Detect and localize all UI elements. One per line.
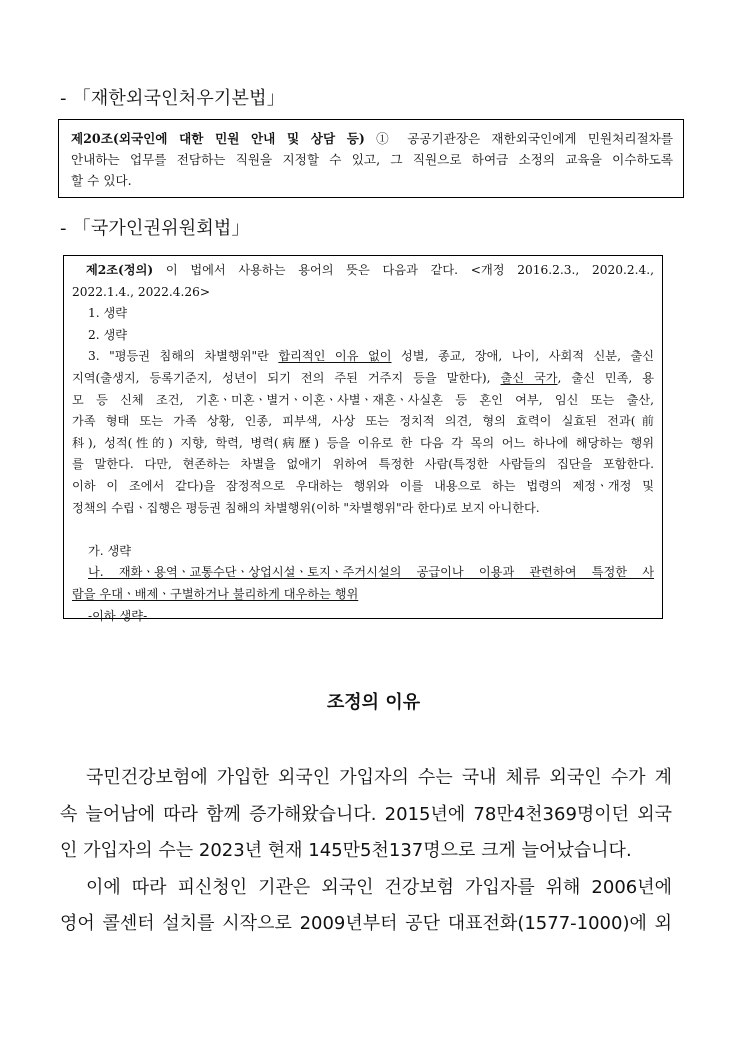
omitted-note: -이하 생략- xyxy=(88,608,148,623)
body-line: 인 가입자의 수는 2023년 현재 145만5천137명으로 크게 늘어났습니다. xyxy=(60,840,632,861)
body-line: 영어 콜센터 설치를 시작으로 2009년부터 공단 대표전화(1577-1000)에 외 xyxy=(60,913,672,934)
sub-item: 람을 우대ㆍ배제ㆍ구별하거나 불리하게 대우하는 행위 xyxy=(72,586,359,601)
article-title: 제20조(외국인에 대한 민원 안내 및 상담 등) xyxy=(71,131,365,146)
article-line: 제2조(정의) 이 법에서 사용하는 용어의 뜻은 다음과 같다. <개정 2016.2.3., 2020.2.4., xyxy=(86,263,654,277)
article-line: 를 말한다. 다만, 현존하는 차별을 없애기 위하여 특정한 사람(특정한 사람들의 집단을 포함한다. xyxy=(72,457,654,472)
article-line: 모 등 신체 조건, 기혼ㆍ미혼ㆍ별거ㆍ이혼ㆍ사별ㆍ재혼ㆍ사실혼 등 혼인 여부, 임신 또는 출산, xyxy=(72,392,654,407)
body-line: 이에 따라 피신청인 기관은 외국인 건강보험 가입자를 위해 2006년에 xyxy=(86,876,672,898)
article-line: 이하 이 조에서 같다)을 잠정적으로 우대하는 행위와 이를 내용으로 하는 법령의 제정ㆍ개정 및 xyxy=(72,478,654,493)
body-line: 속 늘어남에 따라 함께 증가해왔습니다. 2015년에 78만4천369명이던 외국 xyxy=(60,803,672,825)
section-title: 조정의 이유 xyxy=(326,692,421,713)
article-line: 가족 형태 또는 가족 상황, 인종, 피부색, 사상 또는 정치적 의견, 형의 효력이 실효된 전과(前 xyxy=(72,414,654,429)
underlined-text: 출신 국가 xyxy=(500,370,558,385)
article-title: 제2조(정의) xyxy=(86,263,154,277)
list-item: 2. 생략 xyxy=(88,327,128,342)
body-line: 국민건강보험에 가입한 외국인 가입자의 수는 국내 체류 외국인 수가 계 xyxy=(86,767,672,788)
law-excerpt-box-article20 xyxy=(58,119,684,198)
list-item: 1. 생략 xyxy=(88,306,128,321)
section-heading-foreigner-act: - 「재한외국인처우기본법」 xyxy=(60,88,285,109)
article-line: 제20조(외국인에 대한 민원 안내 및 상담 등) ① 공공기관장은 재한외국인에게 민원처리절차를 xyxy=(71,131,673,146)
sub-item: 나. 재화ㆍ용역ㆍ교통수단ㆍ상업시설ㆍ토지ㆍ주거시설의 공급이나 이용과 관련하여 특정한 사 xyxy=(88,565,654,580)
article-line: 할 수 있다. xyxy=(71,173,132,188)
underlined-text: 합리적인 이유 없이 xyxy=(278,349,392,364)
list-item: 3. "평등권 침해의 차별행위"란 합리적인 이유 없이 성별, 종교, 장애, 나이, 사회적 신분, 출신 xyxy=(88,349,654,364)
sub-item: 가. 생략 xyxy=(88,543,132,558)
section-heading-human-rights-act: - 「국가인권위원회법」 xyxy=(60,218,250,239)
article-line: 2022.1.4., 2022.4.26> xyxy=(72,284,211,299)
article-line: 정책의 수립ㆍ집행은 평등권 침해의 차별행위(이하 "차별행위"라 한다)로 보지 아니한다. xyxy=(72,500,540,515)
article-line: 안내하는 업무를 전담하는 직원을 지정할 수 있고, 그 직원으로 하여금 소정의 교육을 이수하도록 xyxy=(71,152,673,167)
article-line: 科), 성적(性的) 지향, 학력, 병력(病歷) 등을 이유로 한 다음 각 목의 어느 하나에 해당하는 행위 xyxy=(72,435,654,450)
article-line: 지역(출생지, 등록기준지, 성년이 되기 전의 주된 거주지 등을 말한다), 출신 국가, 출신 민족, 용 xyxy=(72,370,654,385)
law-excerpt-box-article2 xyxy=(63,255,663,623)
body-paragraphs xyxy=(60,760,672,943)
